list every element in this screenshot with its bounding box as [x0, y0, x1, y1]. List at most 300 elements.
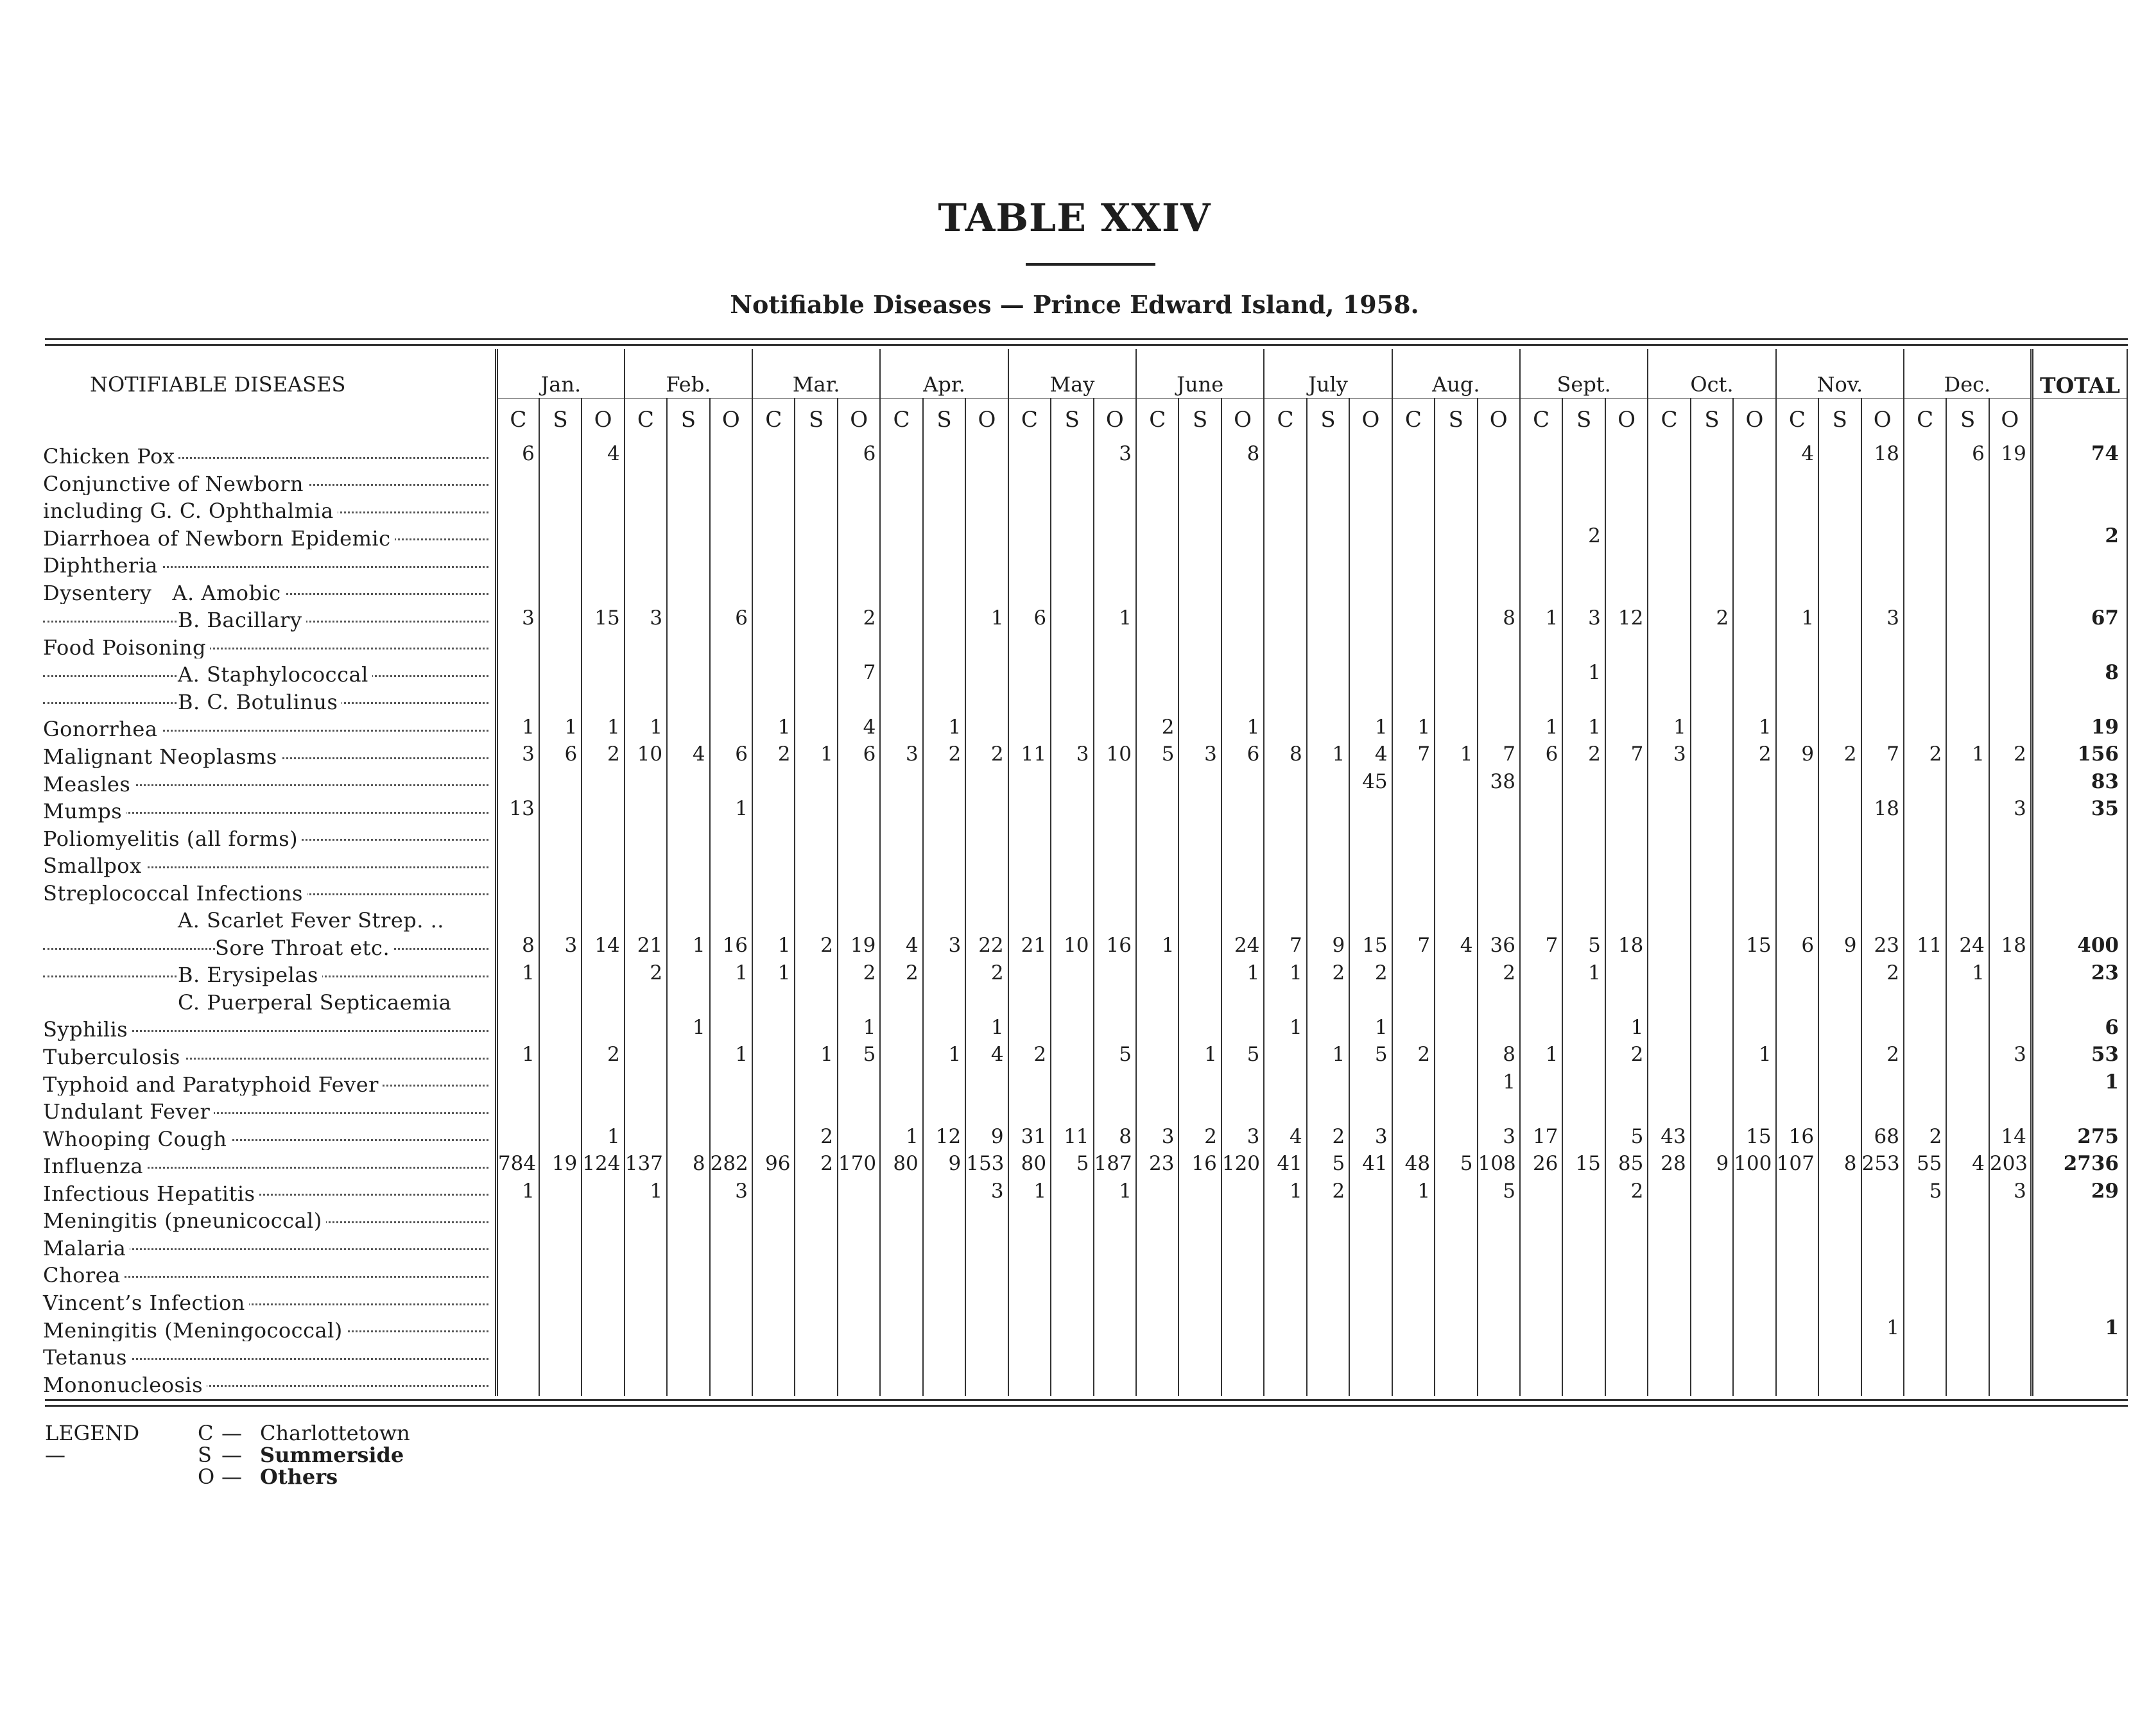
case-count-cell: 2 — [923, 741, 965, 768]
case-count-cell — [1733, 1287, 1775, 1314]
case-count-cell — [1094, 658, 1136, 686]
case-count-cell — [1691, 877, 1733, 905]
disease-name: Meningitis (Meningococcal) — [43, 1318, 347, 1342]
table-row — [42, 440, 2127, 468]
case-count-cell — [1818, 577, 1861, 605]
case-count-cell: 2 — [1605, 1178, 1648, 1205]
case-count-cell — [1221, 1314, 1264, 1342]
case-count-cell: 1 — [1392, 713, 1435, 741]
case-count-cell — [582, 795, 624, 823]
case-count-cell — [1946, 713, 1989, 741]
case-count-cell — [1562, 1369, 1605, 1397]
case-count-cell: 38 — [1478, 768, 1520, 796]
case-count-cell — [539, 959, 582, 986]
case-count-cell — [752, 1205, 795, 1232]
case-count-cell — [1307, 1232, 1349, 1260]
case-count-cell — [710, 1314, 752, 1342]
case-count-cell — [1520, 468, 1562, 495]
case-count-cell — [667, 1369, 709, 1397]
case-count-cell — [710, 768, 752, 796]
case-count-cell — [1221, 986, 1264, 1014]
case-count-cell — [1178, 768, 1221, 796]
case-count-cell: 3 — [1989, 795, 2032, 823]
case-count-cell — [1136, 768, 1178, 796]
case-count-cell — [667, 440, 709, 468]
case-count-cell — [1648, 604, 1690, 632]
case-count-cell: 3 — [1648, 741, 1690, 768]
case-count-cell: 6 — [1008, 604, 1051, 632]
case-count-cell — [1136, 632, 1178, 659]
table-row — [42, 1287, 2127, 1314]
case-count-cell — [1435, 1069, 1477, 1096]
case-count-cell — [1008, 658, 1051, 686]
case-count-cell — [667, 1069, 709, 1096]
case-count-cell: 1 — [1008, 1178, 1051, 1205]
total-cell: 2 — [2032, 522, 2127, 550]
case-count-cell — [582, 850, 624, 877]
case-count-cell — [1051, 850, 1093, 877]
case-count-cell — [1178, 1096, 1221, 1123]
case-count-cell — [1478, 577, 1520, 605]
case-count-cell — [496, 1069, 539, 1096]
disease-name-cell — [42, 1041, 496, 1069]
location-header: S — [1435, 399, 1477, 440]
case-count-cell — [1435, 1232, 1477, 1260]
case-count-cell: 15 — [1349, 932, 1392, 959]
case-count-cell — [1349, 658, 1392, 686]
case-count-cell — [795, 440, 837, 468]
case-count-cell — [1307, 823, 1349, 850]
case-count-cell: 1 — [710, 795, 752, 823]
case-count-cell — [1946, 1314, 1989, 1342]
case-count-cell — [1478, 468, 1520, 495]
case-count-cell — [1264, 1232, 1306, 1260]
case-count-cell: 1 — [1776, 604, 1818, 632]
case-count-cell: 6 — [496, 440, 539, 468]
case-count-cell — [1478, 632, 1520, 659]
case-count-cell — [710, 1205, 752, 1232]
disease-name-cell — [42, 713, 496, 741]
case-count-cell — [1861, 768, 1904, 796]
case-count-cell: 9 — [1776, 741, 1818, 768]
case-count-cell — [1435, 1369, 1477, 1397]
case-count-cell — [752, 1069, 795, 1096]
case-count-cell — [625, 577, 667, 605]
case-count-cell — [965, 1069, 1008, 1096]
case-count-cell — [1307, 1205, 1349, 1232]
case-count-cell — [1691, 1069, 1733, 1096]
case-count-cell — [1392, 823, 1435, 850]
disease-name: Dysentery A. Amobic — [43, 581, 285, 605]
case-count-cell — [923, 1178, 965, 1205]
case-count-cell: 2 — [582, 1041, 624, 1069]
case-count-cell — [496, 632, 539, 659]
total-cell: 1 — [2032, 1314, 2127, 1342]
case-count-cell — [1605, 877, 1648, 905]
case-count-cell: 9 — [923, 1150, 965, 1178]
case-count-cell: 1 — [1861, 1314, 1904, 1342]
case-count-cell — [496, 522, 539, 550]
case-count-cell — [1478, 1205, 1520, 1232]
case-count-cell: 5 — [838, 1041, 880, 1069]
case-count-cell — [1094, 823, 1136, 850]
case-count-cell — [582, 522, 624, 550]
case-count-cell — [795, 1341, 837, 1369]
case-count-cell — [923, 877, 965, 905]
case-count-cell: 1 — [1435, 741, 1477, 768]
case-count-cell — [1648, 1369, 1690, 1397]
total-cell: 23 — [2032, 959, 2127, 986]
location-header: O — [1861, 399, 1904, 440]
case-count-cell — [1818, 850, 1861, 877]
case-count-cell — [1136, 468, 1178, 495]
case-count-cell — [1392, 1259, 1435, 1287]
case-count-cell: 5 — [1136, 741, 1178, 768]
case-count-cell — [1520, 1259, 1562, 1287]
case-count-cell — [838, 1232, 880, 1260]
case-count-cell: 3 — [1051, 741, 1093, 768]
case-count-cell — [1392, 1341, 1435, 1369]
case-count-cell — [1904, 1041, 1946, 1069]
total-cell: 35 — [2032, 795, 2127, 823]
case-count-cell — [838, 1069, 880, 1096]
case-count-cell — [1392, 632, 1435, 659]
case-count-cell — [795, 713, 837, 741]
case-count-cell — [1094, 1341, 1136, 1369]
case-count-cell — [1562, 1013, 1605, 1041]
case-count-cell: 2 — [1861, 959, 1904, 986]
case-count-cell — [1904, 577, 1946, 605]
case-count-cell — [923, 577, 965, 605]
total-cell — [2032, 904, 2127, 932]
case-count-cell — [752, 1013, 795, 1041]
case-count-cell — [965, 522, 1008, 550]
case-count-cell — [923, 658, 965, 686]
case-count-cell — [1562, 468, 1605, 495]
case-count-cell — [582, 1096, 624, 1123]
case-count-cell: 3 — [1861, 604, 1904, 632]
case-count-cell — [923, 468, 965, 495]
case-count-cell — [795, 1013, 837, 1041]
case-count-cell — [1691, 959, 1733, 986]
case-count-cell — [1435, 959, 1477, 986]
case-count-cell — [1392, 959, 1435, 986]
case-count-cell: 1 — [1562, 713, 1605, 741]
case-count-cell — [1051, 1178, 1093, 1205]
case-count-cell — [1989, 823, 2032, 850]
case-count-cell — [1648, 1341, 1690, 1369]
case-count-cell — [923, 522, 965, 550]
case-count-cell: 107 — [1776, 1150, 1818, 1178]
case-count-cell — [710, 686, 752, 714]
disease-name-cell — [42, 768, 496, 796]
case-count-cell — [1178, 904, 1221, 932]
disease-name: Sore Throat etc. — [215, 936, 393, 959]
case-count-cell: 1 — [667, 1013, 709, 1041]
case-count-cell — [625, 904, 667, 932]
case-count-cell: 2 — [1307, 1178, 1349, 1205]
case-count-cell — [710, 1259, 752, 1287]
case-count-cell — [1221, 1096, 1264, 1123]
case-count-cell — [965, 632, 1008, 659]
case-count-cell — [1221, 1369, 1264, 1397]
disease-name: Influenza — [43, 1154, 147, 1178]
case-count-cell — [1435, 713, 1477, 741]
case-count-cell — [1648, 932, 1690, 959]
case-count-cell — [880, 1205, 922, 1232]
case-count-cell: 4 — [1264, 1123, 1306, 1151]
disease-name-cell — [42, 850, 496, 877]
case-count-cell — [1776, 549, 1818, 577]
case-count-cell — [1562, 440, 1605, 468]
case-count-cell — [752, 877, 795, 905]
case-count-cell — [1818, 1096, 1861, 1123]
case-count-cell: 2 — [965, 959, 1008, 986]
case-count-cell — [1648, 1259, 1690, 1287]
case-count-cell — [496, 1341, 539, 1369]
case-count-cell: 1 — [923, 1041, 965, 1069]
case-count-cell: 9 — [1691, 1150, 1733, 1178]
case-count-cell: 2 — [1008, 1041, 1051, 1069]
case-count-cell — [1136, 1314, 1178, 1342]
disease-name-cell — [42, 577, 496, 605]
table-top-rule — [45, 338, 2128, 346]
case-count-cell — [1008, 768, 1051, 796]
case-count-cell — [1520, 904, 1562, 932]
case-count-cell — [752, 1341, 795, 1369]
case-count-cell — [1264, 1259, 1306, 1287]
case-count-cell — [1691, 1232, 1733, 1260]
case-count-cell — [1435, 1205, 1477, 1232]
case-count-cell — [1562, 1341, 1605, 1369]
case-count-cell — [880, 1232, 922, 1260]
case-count-cell — [1307, 658, 1349, 686]
case-count-cell — [1264, 549, 1306, 577]
case-count-cell — [625, 468, 667, 495]
disease-name: A. Staphylococcal — [178, 662, 372, 686]
case-count-cell — [838, 850, 880, 877]
case-count-cell: 15 — [1733, 932, 1775, 959]
case-count-cell — [1520, 1205, 1562, 1232]
case-count-cell — [1136, 850, 1178, 877]
case-count-cell — [1818, 686, 1861, 714]
case-count-cell — [667, 1314, 709, 1342]
case-count-cell — [1904, 604, 1946, 632]
case-count-cell — [710, 1287, 752, 1314]
case-count-cell — [1178, 850, 1221, 877]
case-count-cell: 7 — [1520, 932, 1562, 959]
case-count-cell: 170 — [838, 1150, 880, 1178]
case-count-cell: 45 — [1349, 768, 1392, 796]
case-count-cell: 9 — [1307, 932, 1349, 959]
case-count-cell — [1520, 577, 1562, 605]
case-count-cell: 2 — [625, 959, 667, 986]
case-count-cell — [1478, 823, 1520, 850]
case-count-cell: 5 — [1435, 1150, 1477, 1178]
case-count-cell — [582, 632, 624, 659]
case-count-cell — [1478, 1259, 1520, 1287]
case-count-cell — [1094, 877, 1136, 905]
case-count-cell: 4 — [1435, 932, 1477, 959]
case-count-cell — [1136, 658, 1178, 686]
case-count-cell — [1520, 1314, 1562, 1342]
case-count-cell — [1435, 1259, 1477, 1287]
case-count-cell — [1178, 1013, 1221, 1041]
case-count-cell — [838, 1205, 880, 1232]
case-count-cell — [1733, 495, 1775, 522]
page-title: TABLE XXIV — [938, 196, 1211, 241]
case-count-cell: 2 — [795, 1150, 837, 1178]
case-count-cell: 16 — [1776, 1123, 1818, 1151]
case-count-cell — [795, 1314, 837, 1342]
case-count-cell — [1605, 1096, 1648, 1123]
disease-name-cell — [42, 795, 496, 823]
location-header: C — [1904, 399, 1946, 440]
case-count-cell — [1349, 904, 1392, 932]
case-count-cell — [1435, 1314, 1477, 1342]
case-count-cell — [838, 768, 880, 796]
location-header: S — [1051, 399, 1093, 440]
location-header: S — [1946, 399, 1989, 440]
case-count-cell — [1989, 1205, 2032, 1232]
case-count-cell — [496, 549, 539, 577]
case-count-cell — [752, 632, 795, 659]
case-count-cell — [965, 686, 1008, 714]
case-count-cell — [795, 549, 837, 577]
case-count-cell: 21 — [1008, 932, 1051, 959]
case-count-cell — [838, 1369, 880, 1397]
case-count-cell — [838, 632, 880, 659]
total-cell: 53 — [2032, 1041, 2127, 1069]
case-count-cell — [1605, 1341, 1648, 1369]
case-count-cell — [965, 795, 1008, 823]
case-count-cell: 3 — [965, 1178, 1008, 1205]
disease-name-cell — [42, 823, 496, 850]
case-count-cell: 23 — [1136, 1150, 1178, 1178]
case-count-cell: 4 — [838, 713, 880, 741]
case-count-cell — [752, 1259, 795, 1287]
case-count-cell — [1818, 1287, 1861, 1314]
case-count-cell: 3 — [880, 741, 922, 768]
case-count-cell: 1 — [752, 959, 795, 986]
case-count-cell — [539, 440, 582, 468]
case-count-cell — [1178, 932, 1221, 959]
case-count-cell — [625, 986, 667, 1014]
case-count-cell — [1008, 795, 1051, 823]
disease-name-cell — [42, 1069, 496, 1096]
case-count-cell — [1946, 522, 1989, 550]
case-count-cell — [1520, 1232, 1562, 1260]
case-count-cell — [1392, 1232, 1435, 1260]
case-count-cell — [1392, 1013, 1435, 1041]
case-count-cell — [582, 986, 624, 1014]
case-count-cell — [667, 549, 709, 577]
table-row — [42, 604, 2127, 632]
case-count-cell: 1 — [496, 959, 539, 986]
case-count-cell — [880, 768, 922, 796]
case-count-cell — [1776, 658, 1818, 686]
case-count-cell — [923, 632, 965, 659]
case-count-cell — [795, 495, 837, 522]
case-count-cell — [1435, 904, 1477, 932]
disease-name-cell — [42, 1287, 496, 1314]
case-count-cell — [582, 658, 624, 686]
case-count-cell — [1818, 658, 1861, 686]
case-count-cell — [1818, 604, 1861, 632]
case-count-cell — [1008, 632, 1051, 659]
table-row — [42, 468, 2127, 495]
total-cell: 19 — [2032, 713, 2127, 741]
case-count-cell — [1776, 1096, 1818, 1123]
case-count-cell — [752, 468, 795, 495]
case-count-cell — [582, 549, 624, 577]
case-count-cell — [1818, 877, 1861, 905]
case-count-cell: 120 — [1221, 1150, 1264, 1178]
case-count-cell — [1691, 577, 1733, 605]
location-header: S — [539, 399, 582, 440]
case-count-cell — [1392, 1205, 1435, 1232]
case-count-cell — [582, 877, 624, 905]
case-count-cell — [1307, 440, 1349, 468]
case-count-cell: 3 — [496, 604, 539, 632]
case-count-cell — [710, 468, 752, 495]
case-count-cell — [1776, 713, 1818, 741]
case-count-cell — [1051, 713, 1093, 741]
case-count-cell: 1 — [752, 713, 795, 741]
case-count-cell — [1605, 522, 1648, 550]
case-count-cell — [1178, 1069, 1221, 1096]
case-count-cell — [1221, 768, 1264, 796]
case-count-cell — [795, 1259, 837, 1287]
case-count-cell — [539, 823, 582, 850]
case-count-cell — [752, 1096, 795, 1123]
case-count-cell — [1818, 959, 1861, 986]
case-count-cell — [923, 959, 965, 986]
case-count-cell — [1776, 577, 1818, 605]
case-count-cell — [1008, 522, 1051, 550]
case-count-cell — [1520, 1096, 1562, 1123]
case-count-cell — [1094, 549, 1136, 577]
location-header: C — [880, 399, 922, 440]
case-count-cell — [1094, 522, 1136, 550]
case-count-cell — [880, 904, 922, 932]
case-count-cell — [965, 658, 1008, 686]
case-count-cell — [625, 1096, 667, 1123]
case-count-cell — [1989, 959, 2032, 986]
case-count-cell — [1648, 1096, 1690, 1123]
case-count-cell — [710, 1232, 752, 1260]
case-count-cell — [1733, 1069, 1775, 1096]
case-count-cell — [1008, 686, 1051, 714]
case-count-cell — [1307, 768, 1349, 796]
case-count-cell: 7 — [1605, 741, 1648, 768]
case-count-cell — [1136, 959, 1178, 986]
case-count-cell — [1605, 549, 1648, 577]
case-count-cell: 2 — [1307, 959, 1349, 986]
case-count-cell: 2 — [1349, 959, 1392, 986]
case-count-cell — [923, 823, 965, 850]
case-count-cell — [1818, 1205, 1861, 1232]
case-count-cell — [625, 495, 667, 522]
month-header: Feb. — [625, 349, 752, 399]
case-count-cell — [1733, 468, 1775, 495]
case-count-cell — [1008, 495, 1051, 522]
case-count-cell — [1818, 1178, 1861, 1205]
case-count-cell — [625, 522, 667, 550]
location-header: C — [1520, 399, 1562, 440]
case-count-cell — [710, 522, 752, 550]
case-count-cell — [1392, 1069, 1435, 1096]
